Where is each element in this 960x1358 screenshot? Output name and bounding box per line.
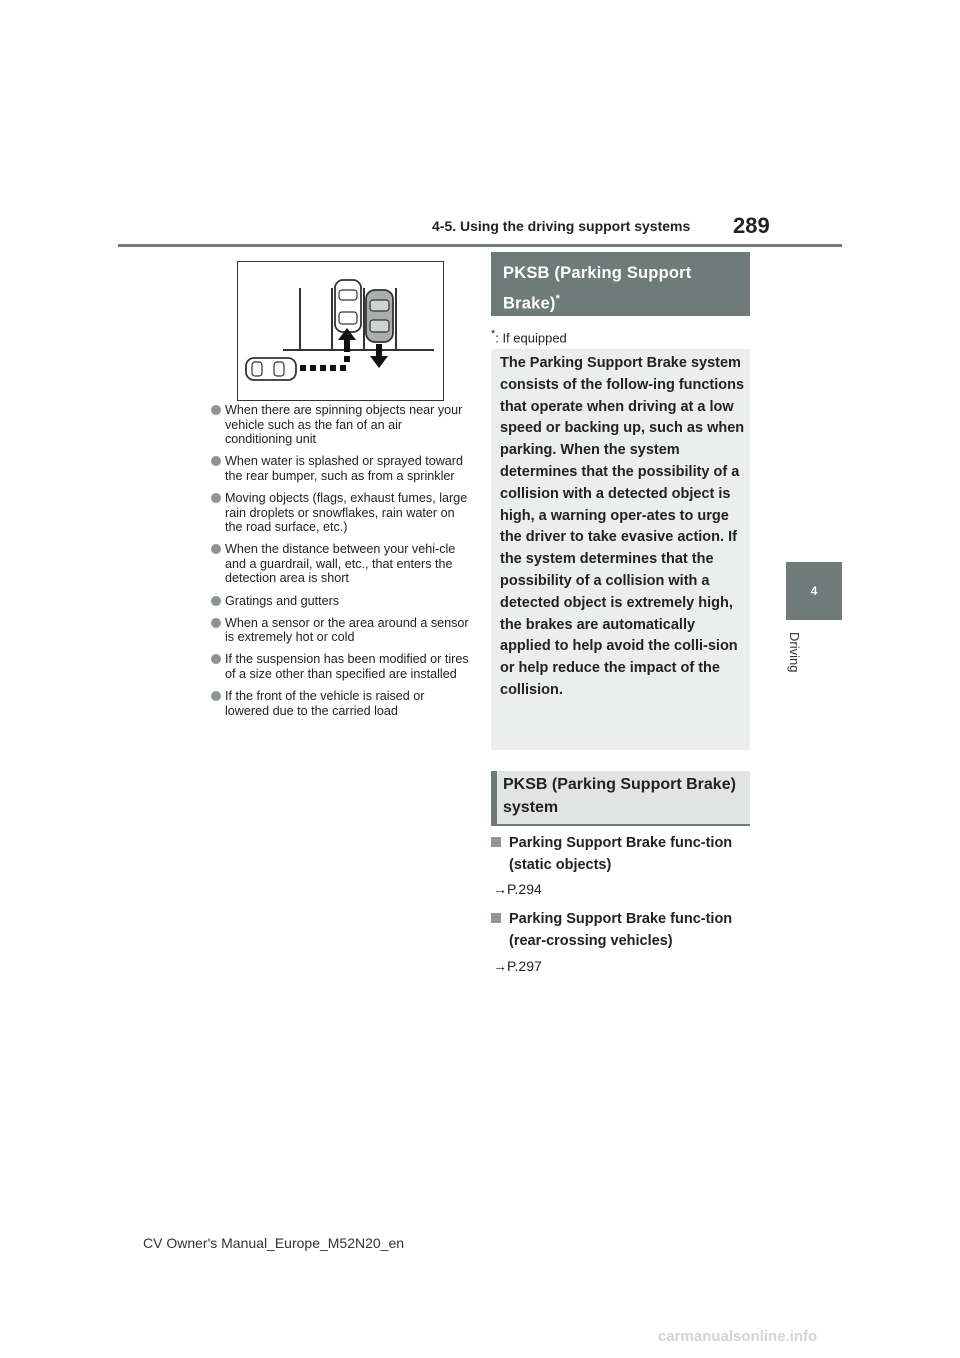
bullet-icon — [211, 456, 221, 466]
system-heading-text: PKSB (Parking Support Brake) system — [503, 776, 736, 816]
intro-box — [491, 349, 750, 750]
list-item: When water is splashed or sprayed toward the rear bumper, such as from a sprinkler — [211, 454, 469, 483]
footnote-mark: * — [555, 293, 561, 305]
square-bullet-icon — [491, 913, 501, 923]
system-heading — [491, 771, 750, 826]
chapter-tab — [786, 562, 842, 620]
pksb-heading — [491, 252, 750, 316]
list-item: If the suspension has been modified or tires of a size other than specified are installed — [211, 652, 469, 681]
list-item: When there are spinning objects near your vehicle such as the fan of an air conditioning unit — [211, 403, 469, 447]
list-item: When a sensor or the area around a sensor is extremely hot or cold — [211, 616, 469, 645]
footer-text: CV Owner's Manual_Europe_M52N20_en — [143, 1235, 405, 1251]
intro-text: The Parking Support Brake system consists of the follow-ing functions that operate when driving at a low speed or backing up, such as when parking. When the system determines that the possibility of a collision with a detected object is high, a warning oper-ates to urge the driver to take evasive action. If the system determines that the possibility of a collision with a detected object is extremely high, the brakes are automatically applied to help avoid the colli-sion or help reduce the impact of the collision. — [500, 355, 745, 698]
condition-list — [211, 403, 469, 726]
function-item-rear-crossing: Parking Support Brake func-tion (rear-crossing vehicles) — [491, 908, 750, 952]
bullet-icon — [211, 654, 221, 664]
section-title: 4-5. Using the driving support systems — [432, 218, 691, 234]
bullet-icon — [211, 618, 221, 628]
bullet-icon — [211, 405, 221, 415]
bullet-icon — [211, 544, 221, 554]
page-ref-link[interactable]: →P.297 — [493, 958, 542, 974]
bullet-icon — [211, 493, 221, 503]
bullet-icon — [211, 691, 221, 701]
parking-diagram-icon — [238, 262, 443, 400]
chapter-label-text: Driving — [787, 632, 802, 673]
page-ref-link[interactable]: →P.294 — [493, 881, 542, 897]
list-item: If the front of the vehicle is raised or lowered due to the carried load — [211, 689, 469, 718]
pksb-heading-line1: PKSB (Parking Support — [503, 264, 692, 282]
list-item: When the distance between your vehi-cle and a guardrail, wall, etc., that enters the detection area is short — [211, 542, 469, 586]
bullet-icon — [211, 596, 221, 606]
watermark: carmanualsonline.info — [658, 1328, 818, 1345]
function-item-static: Parking Support Brake func-tion (static objects) — [491, 832, 750, 876]
square-bullet-icon — [491, 837, 501, 847]
footnote: *: If equipped — [491, 328, 567, 346]
pksb-heading-line2: Brake) — [503, 294, 556, 313]
list-item: Moving objects (flags, exhaust fumes, large rain droplets or snowflakes, rain water on the road surface, etc.) — [211, 491, 469, 535]
header-rule — [118, 244, 842, 247]
list-item: Gratings and gutters — [211, 594, 469, 609]
chapter-label — [786, 632, 804, 692]
parking-illustration — [237, 261, 444, 401]
page-number: 289 — [733, 213, 770, 238]
chapter-number: 4 — [810, 584, 818, 598]
